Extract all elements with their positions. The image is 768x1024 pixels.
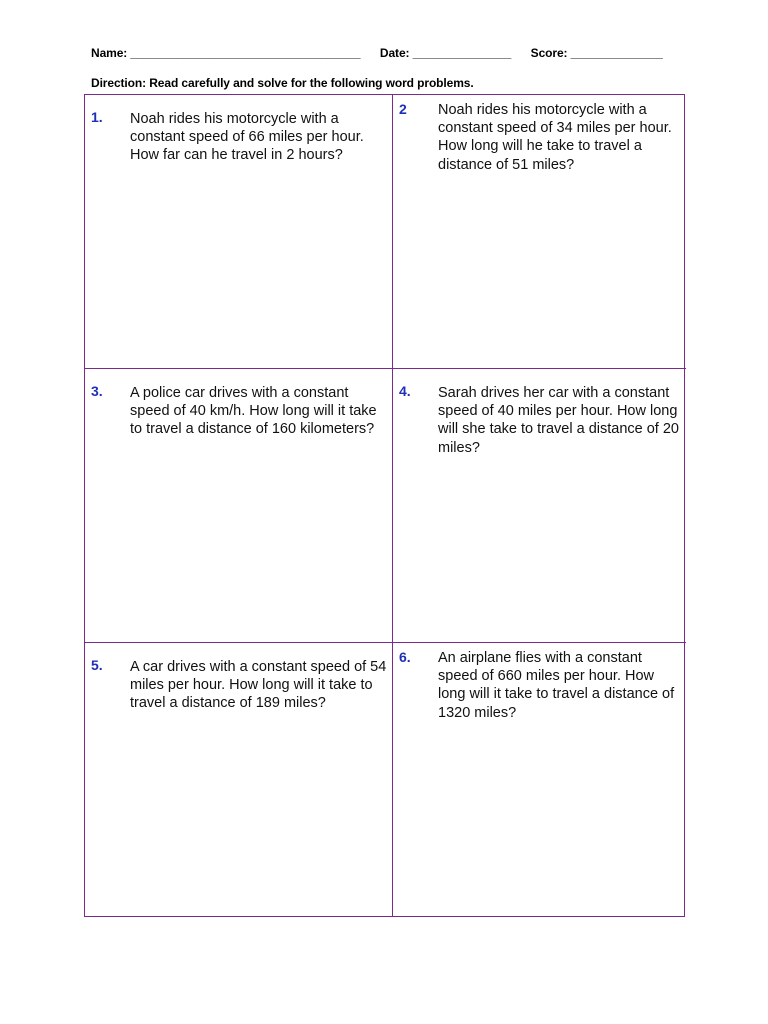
date-field-label: Date: _______________ bbox=[379, 46, 512, 60]
problem-text: Sarah drives her car with a constant speed of 40 miles per hour. How long will she take to travel a distance of 20 miles? bbox=[438, 385, 679, 456]
problem-number: 2 bbox=[399, 101, 407, 117]
problem-text: Noah rides his motorcycle with a constant speed of 34 miles per hour. How long will he take to travel a distance of 51 miles? bbox=[438, 102, 672, 173]
problem-number: 6. bbox=[399, 649, 411, 665]
problem-text: An airplane flies with a constant speed of 660 miles per hour. How long will it take to travel a distance of 1320 miles? bbox=[438, 650, 675, 721]
problem-text: A police car drives with a constant speed of 40 km/h. How long will it take to travel a distance of 160 kilometers? bbox=[130, 385, 377, 438]
problem-text: Noah rides his motorcycle with a constant speed of 66 miles per hour. How far can he travel in 2 hours? bbox=[130, 111, 364, 164]
problem-box-3 bbox=[85, 369, 393, 643]
problem-number: 1. bbox=[91, 109, 103, 125]
problem-box-2 bbox=[393, 95, 686, 369]
problem-box-5 bbox=[85, 643, 393, 917]
problem-number: 5. bbox=[91, 657, 103, 673]
problem-text: A car drives with a constant speed of 54 miles per hour. How long will it take to travel a distance of 189 miles? bbox=[130, 659, 387, 712]
score-field-label: Score: ______________ bbox=[530, 46, 663, 60]
worksheet-header bbox=[91, 46, 663, 60]
problem-number: 3. bbox=[91, 383, 103, 399]
problem-grid bbox=[84, 94, 685, 917]
header-gap bbox=[511, 46, 530, 60]
name-field-label: Name: ___________________________________ bbox=[91, 46, 361, 60]
problem-number: 4. bbox=[399, 383, 411, 399]
direction-text: Direction: Read carefully and solve for the following word problems. bbox=[91, 76, 474, 90]
problem-box-6 bbox=[393, 643, 686, 917]
problem-box-4 bbox=[393, 369, 686, 643]
problem-box-1 bbox=[85, 95, 393, 369]
header-gap bbox=[361, 46, 380, 60]
